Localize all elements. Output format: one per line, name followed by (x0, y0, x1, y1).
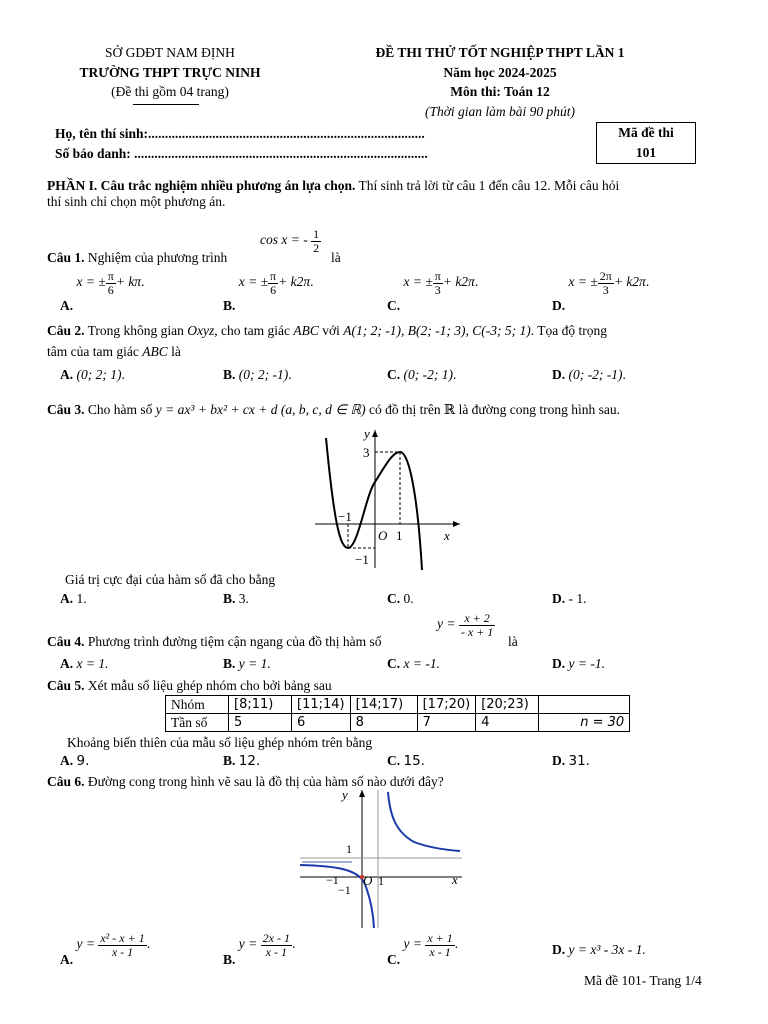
table-cell: Tần số (166, 714, 229, 732)
q1-text: Nghiệm của phương trình (84, 250, 228, 265)
exam-code-box (596, 122, 696, 164)
q3-option-d[interactable]: D. - 1. (552, 591, 587, 606)
page-footer: Mã đề 101- Trang 1/4 (584, 973, 702, 988)
q3-option-c[interactable]: C. 0. (387, 591, 414, 606)
origin-label: O (378, 528, 388, 543)
school-name: TRƯỜNG THPT TRỰC NINH (79, 65, 261, 80)
school-year: Năm học 2024-2025 (443, 65, 557, 80)
q1-label: Câu 1. (47, 250, 85, 265)
table-cell: 8 (350, 714, 417, 732)
y-label: y (342, 787, 348, 802)
option-label: D. (552, 298, 566, 314)
q1-equation (260, 228, 321, 254)
q4-option-c[interactable]: C. x = -1. (387, 656, 440, 671)
table-cell: Nhóm (166, 696, 229, 714)
exam-title: ĐỀ THI THỬ TỐT NGHIỆP THPT LẦN 1 (375, 45, 625, 60)
dept-name: SỞ GDĐT NAM ĐỊNH (105, 45, 235, 60)
origin-label: O (363, 873, 373, 888)
q2-stem-cont: tâm của tam giác ABC là (47, 344, 181, 359)
q1-suffix: là (331, 250, 341, 265)
part1-title: PHẦN I. Câu trắc nghiệm nhiều phương án lựa chọn. (47, 178, 356, 193)
q6-option-a[interactable]: A. y = $\frac{\text{x² - x + 1}}{x - 1}$ . (60, 931, 151, 968)
page-count-note: (Đề thi gồm 04 trang) (111, 84, 229, 99)
q1-eq-frac: $\frac{1}{2}$ (313, 227, 320, 255)
table-cell: [17;20) (417, 696, 476, 714)
x-axis-arrow (453, 521, 460, 527)
q2-option-a[interactable]: A. (0; 2; 1). (60, 367, 125, 382)
candidate-name-field[interactable]: Họ, tên thí sinh:.................................................................................. (55, 126, 425, 141)
hyperbola-right-branch (388, 792, 460, 851)
q5-option-a[interactable]: A. 9. (60, 753, 90, 769)
q5-option-b[interactable]: B. 12. (223, 753, 261, 769)
exam-code-value: 101 (635, 145, 657, 160)
part1-heading (47, 178, 619, 194)
y-axis-arrow (372, 430, 378, 437)
q5-stem: Câu 5. Xét mẫu số liệu ghép nhóm cho bởi bảng sau (47, 678, 332, 693)
exam-code-label: Mã đề thi (618, 125, 674, 140)
tick-neg1-x: −1 (338, 509, 352, 524)
x-label: x (444, 528, 450, 543)
q1-option-a[interactable]: A. x = ± $\frac{\pi}{6}$ + kπ. (60, 269, 145, 314)
tick-neg1-x: −1 (326, 873, 339, 887)
q1-option-c[interactable]: C. x = ± $\frac{\pi}{3}$ + k2π. (387, 269, 479, 314)
cubic-curve (326, 438, 422, 570)
option-label: A. (60, 298, 74, 314)
q6-hyperbola-graph (296, 786, 466, 931)
q2-stem: Câu 2. Trong không gian Oxyz, cho tam giác ABC với A(1; 2; -1), B(2; -1; 3), C(-3; 5; 1). Tọa độ trọng (47, 323, 607, 338)
tick-neg1-y: −1 (338, 883, 351, 897)
x-label: x (452, 872, 458, 887)
q6-option-d[interactable]: D. y = x³ - 3x - 1. (552, 942, 646, 957)
table-cell (539, 696, 630, 714)
q3-option-b[interactable]: B. 3. (223, 591, 249, 606)
q4-option-b[interactable]: B. y = 1. (223, 656, 271, 671)
table-cell: 6 (292, 714, 351, 732)
tick-3: 3 (363, 445, 370, 460)
tick-neg1-y: −1 (355, 552, 369, 567)
q3-option-a[interactable]: A. 1. (60, 591, 87, 606)
y-label: y (364, 426, 370, 441)
q4-suffix: là (508, 634, 518, 649)
header-divider (133, 104, 199, 105)
y-axis-arrow (359, 790, 365, 797)
table-cell: [11;14) (292, 696, 351, 714)
q3-cubic-graph (310, 422, 470, 572)
q2-points: A(1; 2; -1), B(2; -1; 3), C(-3; 5; 1) (343, 323, 531, 338)
q3-function: y = ax³ + bx² + cx + d (a, b, c, d ∈ ℝ) (155, 402, 366, 417)
q6-stem: Câu 6. Đường cong trong hình vẽ sau là đồ thị của hàm số nào dưới đây? (47, 774, 444, 789)
table-cell: n = 30 (539, 714, 630, 732)
part1-instructions-cont: thí sinh chỉ chọn một phương án. (47, 194, 226, 209)
time-limit: (Thời gian làm bài 90 phút) (424, 104, 576, 119)
q2-option-c[interactable]: C. (0; -2; 1). (387, 367, 457, 382)
q3-question: Giá trị cực đại của hàm số đã cho bằng (65, 572, 276, 587)
q5-frequency-table (165, 695, 630, 732)
q1-option-b[interactable]: B. x = ± $\frac{\pi}{6}$ + k2π. (223, 269, 314, 314)
tick-1-x: 1 (378, 874, 384, 888)
q5-option-c[interactable]: C. 15. (387, 753, 425, 769)
table-cell: 5 (229, 714, 292, 732)
q5-option-d[interactable]: D. 31. (552, 753, 590, 769)
table-cell: [20;23) (476, 696, 539, 714)
q5-question: Khoảng biến thiên của mẫu số liệu ghép nhóm trên bằng (67, 735, 373, 750)
q6-option-b[interactable]: B. y = $\frac{2x - 1}{x - 1}$ . (223, 931, 296, 968)
q2-space: Oxyz (187, 323, 215, 338)
table-cell: [8;11) (229, 696, 292, 714)
candidate-id-field[interactable]: Số báo danh: ....................................................................................... (55, 146, 428, 161)
q4-equation: y = $\frac{x + 2}{- x + 1}$ (437, 611, 494, 639)
q4-option-a[interactable]: A. x = 1. (60, 656, 109, 671)
table-row-freq (166, 714, 630, 732)
subject: Môn thi: Toán 12 (450, 84, 550, 99)
q3-stem: Câu 3. Cho hàm số y = ax³ + bx² + cx + d (a, b, c, d ∈ ℝ) có đồ thị trên ℝ là đường cong trong hình sau. (47, 402, 620, 417)
q2-option-b[interactable]: B. (0; 2; -1). (223, 367, 292, 382)
q1-stem (47, 250, 227, 266)
q4-option-d[interactable]: D. y = -1. (552, 656, 605, 671)
tick-1-y: 1 (346, 842, 352, 856)
option-label: C. (387, 298, 401, 314)
q2-option-d[interactable]: D. (0; -2; -1). (552, 367, 626, 382)
table-row-groups (166, 696, 630, 714)
q4-stem: Câu 4. Phương trình đường tiệm cận ngang của đồ thị hàm số (47, 634, 382, 649)
table-cell: 7 (417, 714, 476, 732)
table-cell: [14;17) (350, 696, 417, 714)
option-label: B. (223, 298, 236, 314)
q6-option-c[interactable]: C. y = $\frac{x + 1}{x - 1}$ . (387, 931, 459, 968)
tick-1-x: 1 (396, 528, 403, 543)
q1-eq: cos x = - (260, 232, 308, 248)
q1-option-d[interactable]: D. x = ± $\frac{2\pi}{3}$ + k2π. (552, 269, 650, 314)
part1-instructions: Thí sinh trả lời từ câu 1 đến câu 12. Mỗi câu hỏi (355, 178, 620, 193)
table-cell: 4 (476, 714, 539, 732)
